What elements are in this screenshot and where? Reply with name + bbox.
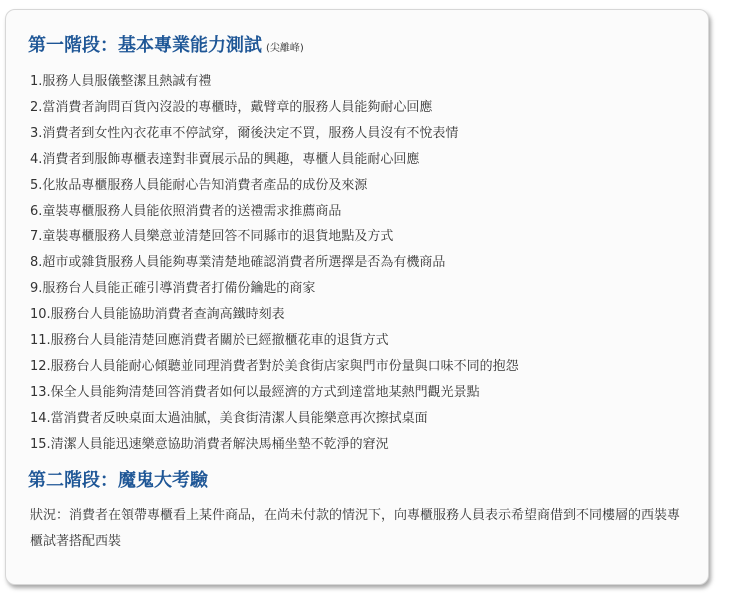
list-item: 13.保全人員能夠清楚回答消費者如何以最經濟的方式到達當地某熱門觀光景點 bbox=[30, 384, 480, 400]
stage1-list bbox=[30, 69, 698, 458]
list-item: 6.童裝專櫃服務人員能依照消費者的送禮需求推薦商品 bbox=[30, 203, 342, 219]
list-item: 8.超市或雜貨服務人員能夠專業清楚地確認消費者所選擇是否為有機商品 bbox=[30, 255, 446, 271]
stage1-title: 第一階段：基本專業能力測試 bbox=[28, 35, 262, 56]
stage1-author: (尖離峰) bbox=[266, 43, 304, 54]
list-item: 7.童裝專櫃服務人員樂意並清楚回答不同縣市的退貨地點及方式 bbox=[30, 229, 394, 245]
list-item: 4.消費者到服飾專櫃表達對非賣展示品的興趣，專櫃人員能耐心回應 bbox=[30, 151, 420, 167]
stage1-heading bbox=[28, 34, 698, 61]
list-item: 9.服務台人員能正確引導消費者打備份鑰匙的商家 bbox=[30, 281, 316, 297]
list-item: 1.服務人員服儀整潔且熱誠有禮 bbox=[30, 74, 212, 89]
content-area bbox=[28, 34, 698, 555]
list-item: 5.化妝品專櫃服務人員能耐心告知消費者產品的成份及來源 bbox=[30, 177, 368, 193]
list-item: 14.當消費者反映桌面太過油膩，美食街清潔人員能樂意再次擦拭桌面 bbox=[30, 410, 428, 426]
list-item: 12.服務台人員能耐心傾聽並同理消費者對於美食街店家與門市份量與口味不同的抱怨 bbox=[30, 358, 519, 374]
stage2-description: 狀況：消費者在領帶專櫃看上某件商品，在尚未付款的情況下，向專櫃服務人員表示希望商借到不同樓層的西裝專櫃試著搭配西裝 bbox=[30, 507, 681, 549]
content-panel bbox=[5, 9, 709, 585]
list-item: 2.當消費者詢問百貨內沒設的專櫃時，戴臂章的服務人員能夠耐心回應 bbox=[30, 99, 433, 115]
stage2-heading: 第二階段：魔鬼大考驗 bbox=[28, 469, 208, 491]
list-item: 3.消費者到女性內衣花車不停試穿，爾後決定不買，服務人員沒有不悅表情 bbox=[30, 125, 459, 141]
list-item: 15.清潔人員能迅速樂意協助消費者解決馬桶坐墊不乾淨的窘況 bbox=[30, 436, 389, 452]
list-item: 10.服務台人員能協助消費者查詢高鐵時刻表 bbox=[30, 307, 285, 323]
list-item: 11.服務台人員能清楚回應消費者關於已經撤櫃花車的退貨方式 bbox=[30, 333, 389, 349]
